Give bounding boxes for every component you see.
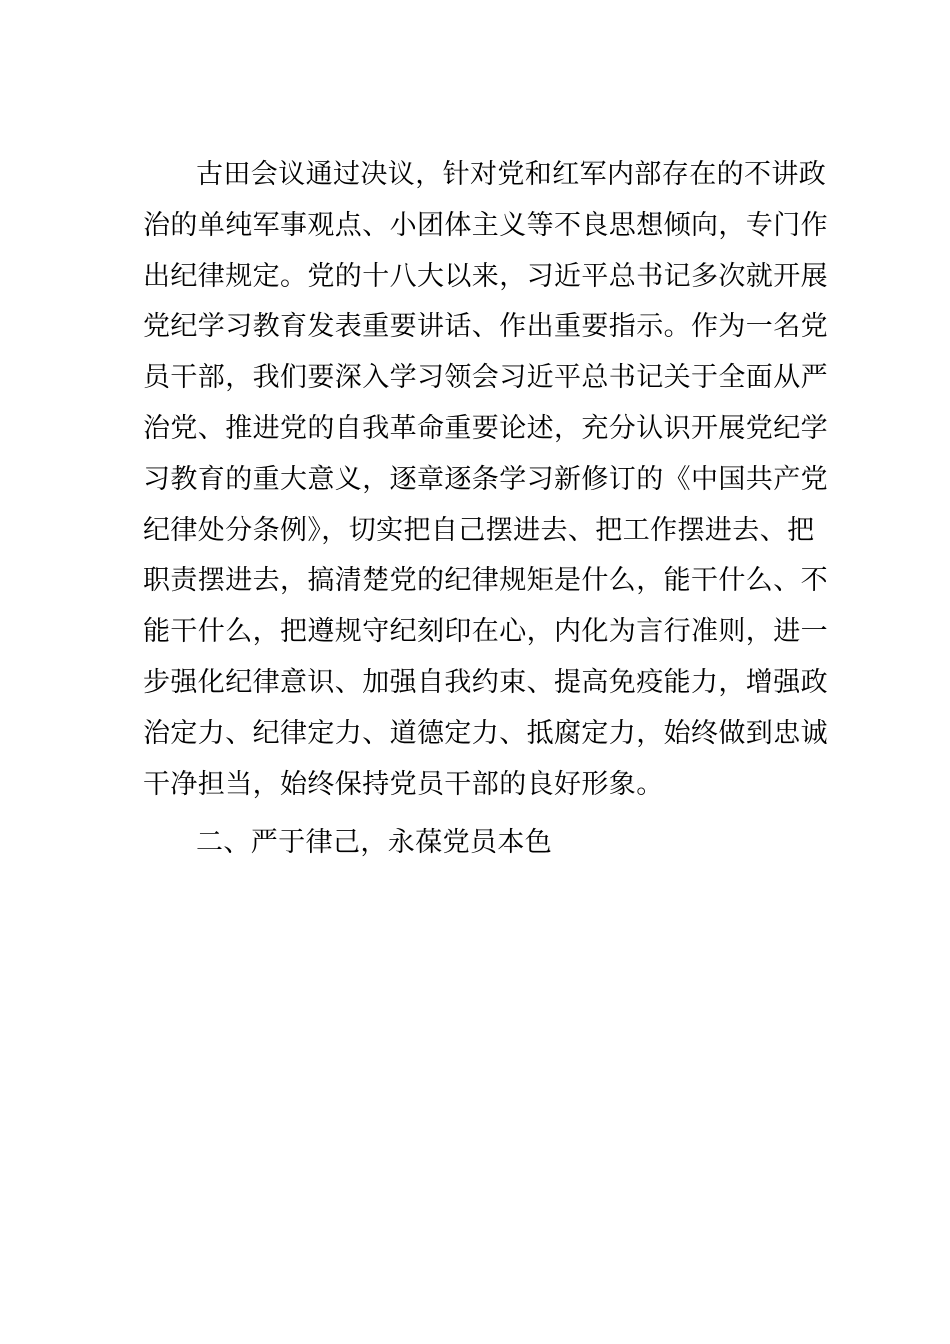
paragraph-line: 纪律处分条例》，切实把自己摆进去、把工作摆进去、把 <box>143 514 815 546</box>
paragraph-line: 职责摆进去，搞清楚党的纪律规矩是什么，能干什么、不 <box>143 565 828 597</box>
paragraph-line: 治党、推进党的自我革命重要论述，充分认识开展党纪学 <box>143 412 828 444</box>
paragraph-line: 治定力、纪律定力、道德定力、抵腐定力，始终做到忠诚 <box>143 717 828 749</box>
paragraph-line: 出纪律规定。党的十八大以来，习近平总书记多次就开展 <box>143 260 828 292</box>
paragraph-line: 古田会议通过决议，针对党和红军内部存在的不讲政 <box>196 159 827 190</box>
paragraph-line: 党纪学习教育发表重要讲话、作出重要指示。作为一名党 <box>143 311 828 343</box>
paragraph-line: 干净担当，始终保持党员干部的良好形象。 <box>143 768 664 800</box>
paragraph-line: 治的单纯军事观点、小团体主义等不良思想倾向，专门作 <box>143 209 828 241</box>
paragraph-line: 习教育的重大意义，逐章逐条学习新修订的《中国共产党 <box>143 463 828 495</box>
section-heading: 二、严于律己，永葆党员本色 <box>196 827 553 858</box>
paragraph-line: 能干什么，把遵规守纪刻印在心，内化为言行准则，进一 <box>143 616 828 648</box>
body-paragraph <box>143 150 828 810</box>
paragraph-line: 步强化纪律意识、加强自我约束、提高免疫能力，增强政 <box>143 666 828 698</box>
paragraph-line: 员干部，我们要深入学习领会习近平总书记关于全面从严 <box>143 362 828 394</box>
